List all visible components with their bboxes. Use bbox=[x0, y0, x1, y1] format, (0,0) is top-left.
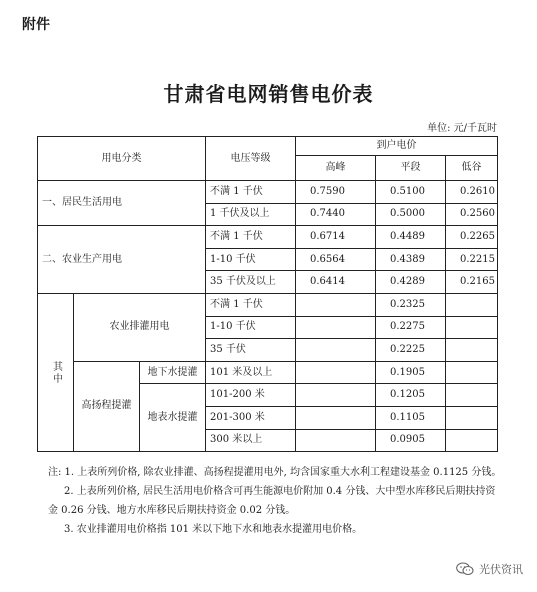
category-among bbox=[38, 293, 74, 451]
header-price-group: 到户电价 bbox=[296, 137, 498, 156]
valley-cell bbox=[446, 316, 498, 339]
note-1: 注: 1. 上表所列价格, 除农业排灌、高扬程提灌用电外, 均含国家重大水利工程建设基金 0.1125 分钱。 bbox=[48, 467, 502, 478]
peak-cell bbox=[296, 429, 376, 452]
valley-cell: 0.2165 bbox=[446, 271, 498, 294]
peak-cell bbox=[296, 384, 376, 407]
voltage-cell: 35 千伏及以上 bbox=[206, 271, 296, 294]
peak-cell: 0.6414 bbox=[296, 271, 376, 294]
watermark bbox=[456, 561, 523, 577]
table-row bbox=[38, 181, 498, 204]
header-valley: 低谷 bbox=[446, 156, 498, 181]
note-3: 3. 农业排灌用电价格指 101 米以下地下水和地表水提灌用电价格。 bbox=[64, 524, 363, 535]
voltage-cell: 1-10 千伏 bbox=[206, 316, 296, 339]
peak-cell: 0.6564 bbox=[296, 248, 376, 271]
voltage-cell: 不满 1 千伏 bbox=[206, 293, 296, 316]
flat-cell: 0.1205 bbox=[376, 384, 446, 407]
valley-cell bbox=[446, 293, 498, 316]
flat-cell: 0.2325 bbox=[376, 293, 446, 316]
peak-cell: 0.7590 bbox=[296, 181, 376, 204]
header-flat: 平段 bbox=[376, 156, 446, 181]
wechat-icon bbox=[456, 562, 474, 576]
peak-cell: 0.6714 bbox=[296, 226, 376, 249]
category-agriculture: 二、农业生产用电 bbox=[38, 226, 206, 294]
flat-cell: 0.4289 bbox=[376, 271, 446, 294]
valley-cell bbox=[446, 361, 498, 384]
voltage-cell: 1 千伏及以上 bbox=[206, 203, 296, 226]
voltage-cell: 201-300 米 bbox=[206, 406, 296, 429]
category-high-lift: 高扬程提灌 bbox=[74, 361, 140, 451]
peak-cell bbox=[296, 361, 376, 384]
category-groundwater: 地下水提灌 bbox=[140, 361, 206, 384]
attachment-label: 附件 bbox=[22, 17, 50, 33]
category-surface: 地表水提灌 bbox=[140, 384, 206, 452]
notes bbox=[48, 463, 503, 539]
voltage-cell: 不满 1 千伏 bbox=[206, 181, 296, 204]
voltage-cell: 35 千伏 bbox=[206, 339, 296, 362]
valley-cell: 0.2265 bbox=[446, 226, 498, 249]
peak-cell bbox=[296, 339, 376, 362]
voltage-cell: 不满 1 千伏 bbox=[206, 226, 296, 249]
header-peak: 高峰 bbox=[296, 156, 376, 181]
flat-cell: 0.5000 bbox=[376, 203, 446, 226]
table-row bbox=[38, 226, 498, 249]
voltage-cell: 101-200 米 bbox=[206, 384, 296, 407]
page-title: 甘肃省电网销售电价表 bbox=[163, 82, 374, 106]
voltage-cell: 1-10 千伏 bbox=[206, 248, 296, 271]
flat-cell: 0.1105 bbox=[376, 406, 446, 429]
table-row bbox=[38, 293, 498, 316]
among-label: 其中 bbox=[50, 360, 62, 385]
flat-cell: 0.0905 bbox=[376, 429, 446, 452]
voltage-cell: 101 米及以上 bbox=[206, 361, 296, 384]
header-category: 用电分类 bbox=[38, 137, 206, 181]
unit-label: 单位: 元/千瓦时 bbox=[427, 123, 497, 134]
table-row bbox=[38, 361, 498, 384]
peak-cell: 0.7440 bbox=[296, 203, 376, 226]
valley-cell bbox=[446, 406, 498, 429]
valley-cell bbox=[446, 339, 498, 362]
header-voltage: 电压等级 bbox=[206, 137, 296, 181]
watermark-text: 光伏资讯 bbox=[479, 563, 523, 576]
valley-cell bbox=[446, 429, 498, 452]
flat-cell: 0.2225 bbox=[376, 339, 446, 362]
flat-cell: 0.4389 bbox=[376, 248, 446, 271]
peak-cell bbox=[296, 293, 376, 316]
price-table bbox=[37, 136, 498, 452]
flat-cell: 0.4489 bbox=[376, 226, 446, 249]
peak-cell bbox=[296, 406, 376, 429]
valley-cell: 0.2215 bbox=[446, 248, 498, 271]
header-row bbox=[38, 137, 498, 156]
flat-cell: 0.1905 bbox=[376, 361, 446, 384]
flat-cell: 0.2275 bbox=[376, 316, 446, 339]
category-irrigation: 农业排灌用电 bbox=[74, 293, 206, 361]
category-residential: 一、居民生活用电 bbox=[38, 181, 206, 226]
flat-cell: 0.5100 bbox=[376, 181, 446, 204]
valley-cell: 0.2560 bbox=[446, 203, 498, 226]
voltage-cell: 300 米以上 bbox=[206, 429, 296, 452]
note-2: 2. 上表所列价格, 居民生活用电价格含可再生能源电价附加 0.4 分钱、大中型水库移民后期扶持资金 0.26 分钱、地方水库移民后期扶持资金 0.02 分钱。 bbox=[48, 486, 496, 516]
valley-cell: 0.2610 bbox=[446, 181, 498, 204]
peak-cell bbox=[296, 316, 376, 339]
valley-cell bbox=[446, 384, 498, 407]
